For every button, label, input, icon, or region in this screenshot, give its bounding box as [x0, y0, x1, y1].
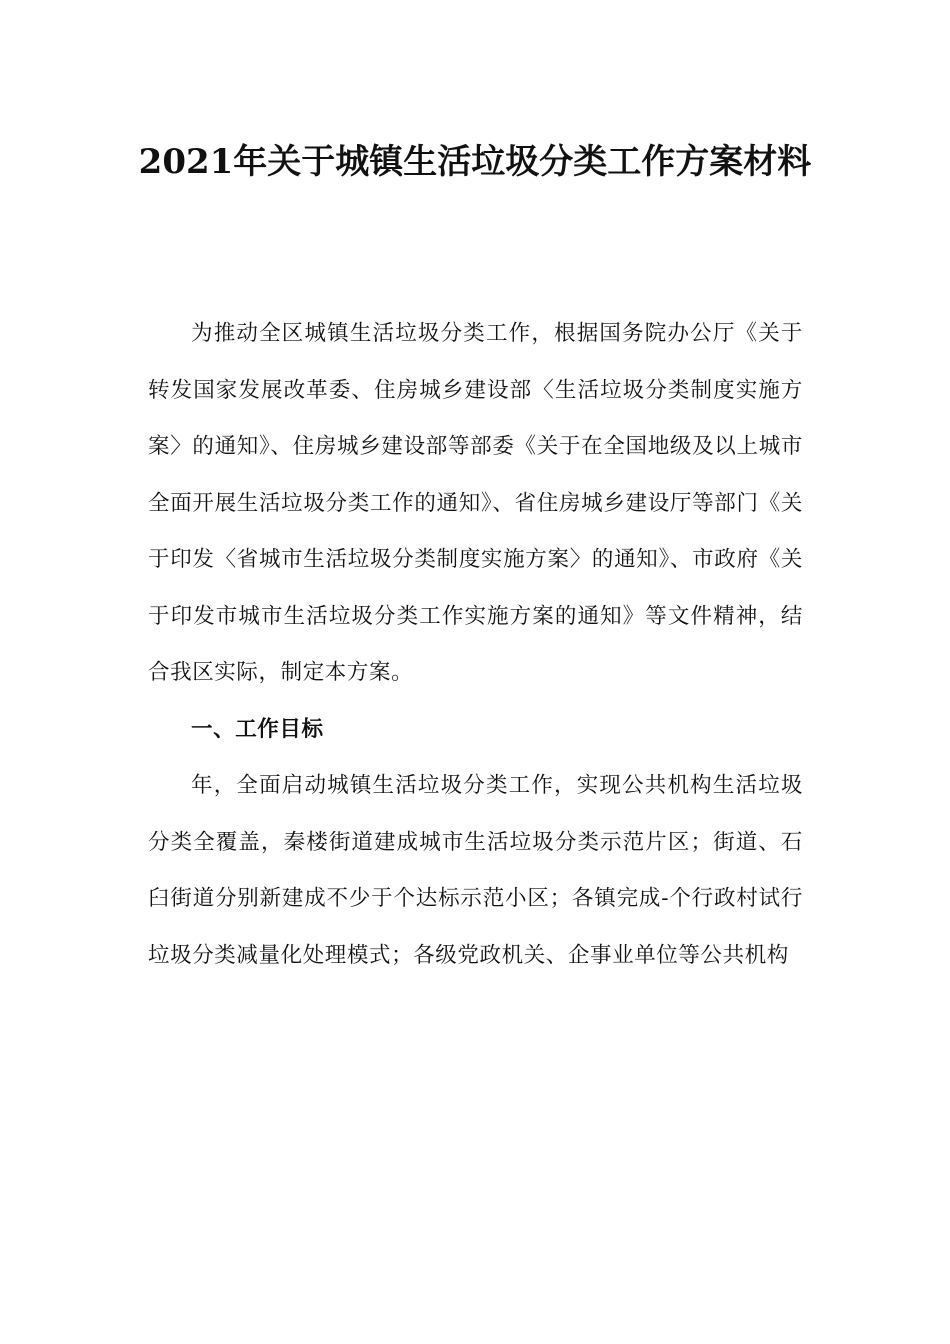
intro-paragraph: 为推动全区城镇生活垃圾分类工作，根据国务院办公厅《关于转发国家发展改革委、住房城乡建设部〈生活垃圾分类制度实施方案〉的通知》、住房城乡建设部等部委《关于在全国地级及以上城市全面开展生活垃圾分类工作的通知》、省住房城乡建设厅等部门《关于印发〈省城市生活垃圾分类制度实施方案〉的通知》、市政府《关于印发市城市生活垃圾分类工作实施方案的通知》等文件精神，结合我区实际，制定本方案。 — [148, 321, 803, 685]
document-title: 2021年关于城镇生活垃圾分类工作方案材料 — [138, 142, 812, 182]
document-body — [148, 306, 803, 984]
section-paragraph: 年，全面启动城镇生活垃圾分类工作，实现公共机构生活垃圾分类全覆盖，秦楼街道建成城市生活垃圾分类示范片区；街道、石臼街道分别新建成不少于个达标示范小区；各镇完成-个行政村试行垃圾分类减量化处理模式；各级党政机关、企事业单位等公共机构 — [148, 773, 803, 968]
section-heading: 一、工作目标 — [191, 716, 324, 742]
